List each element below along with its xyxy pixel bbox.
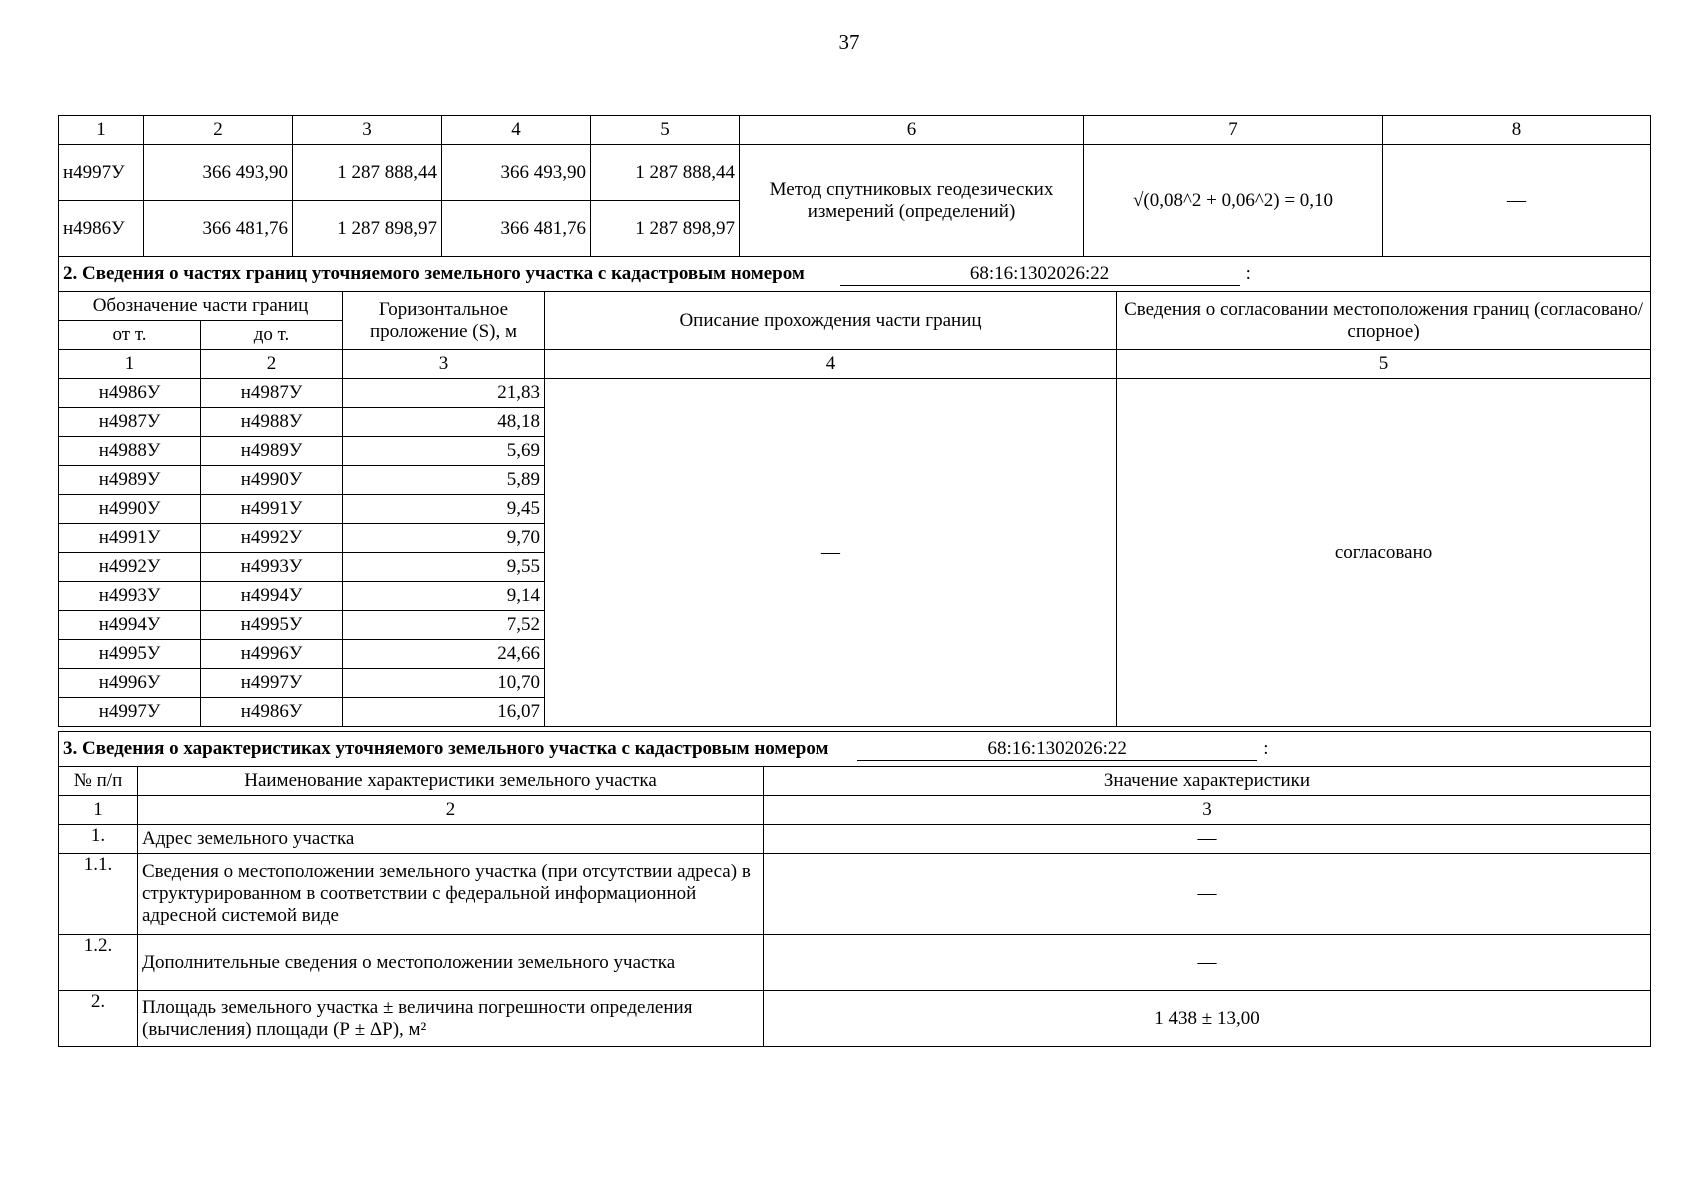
row-number: 1.2. (59, 935, 138, 991)
row-number: 1.1. (59, 854, 138, 935)
col-number: 2 (144, 116, 293, 145)
section3-title: 3. Сведения о характеристиках уточняемого земельного участка с кадастровым номером (63, 737, 829, 759)
length-value: 9,14 (343, 582, 545, 611)
header-description: Описание прохождения части границ (545, 292, 1117, 350)
section3-cadastral-number: 68:16:1302026:22 (857, 738, 1257, 761)
from-point: н4987У (59, 408, 201, 437)
header-name: Наименование характеристики земельного участка (138, 767, 764, 796)
page-number: 37 (838, 30, 860, 54)
to-point: н4988У (201, 408, 343, 437)
coord-x: 366 481,76 (144, 201, 293, 257)
coord-x: 366 493,90 (144, 145, 293, 201)
coord-y: 1 287 888,44 (591, 145, 740, 201)
header-num: № п/п (59, 767, 138, 796)
from-point: н4994У (59, 611, 201, 640)
from-point: н4991У (59, 524, 201, 553)
characteristic-value: — (764, 825, 1651, 854)
from-point: н4992У (59, 553, 201, 582)
to-point: н4997У (201, 669, 343, 698)
section2-title: 2. Сведения о частях границ уточняемого земельного участка с кадастровым номером (63, 262, 805, 284)
table-row (59, 935, 1651, 991)
accuracy-cell: √(0,08^2 + 0,06^2) = 0,10 (1084, 145, 1383, 257)
col-number: 2 (201, 350, 343, 379)
length-value: 21,83 (343, 379, 545, 408)
row-number: 1. (59, 825, 138, 854)
table-header-row (59, 767, 1651, 796)
coord-y: 1 287 888,44 (293, 145, 442, 201)
to-point: н4991У (201, 495, 343, 524)
table-header-row (59, 116, 1651, 145)
header-from: от т. (59, 321, 201, 350)
col-number: 7 (1084, 116, 1383, 145)
to-point: н4994У (201, 582, 343, 611)
from-point: н4997У (59, 698, 201, 727)
characteristic-name: Сведения о местоположении земельного участка (при отсутствии адреса) в структурированном в соответствии с федеральной информационной адресной системой виде (138, 854, 764, 935)
to-point: н4990У (201, 466, 343, 495)
from-point: н4989У (59, 466, 201, 495)
header-to: до т. (201, 321, 343, 350)
from-point: н4990У (59, 495, 201, 524)
header-length: Горизонтальное проложение (S), м (343, 292, 545, 350)
from-point: н4993У (59, 582, 201, 611)
from-point: н4986У (59, 379, 201, 408)
method-cell: Метод спутниковых геодезических измерений (определений) (740, 145, 1084, 257)
section2-title-row (59, 257, 1651, 292)
col-number: 3 (293, 116, 442, 145)
length-value: 16,07 (343, 698, 545, 727)
section3-colon: : (1263, 737, 1269, 759)
characteristic-name: Дополнительные сведения о местоположении земельного участка (138, 935, 764, 991)
col-number: 1 (59, 350, 201, 379)
length-value: 48,18 (343, 408, 545, 437)
point-name: н4997У (59, 145, 144, 201)
section3-title-row (59, 732, 1651, 767)
coordinates-table (58, 115, 1651, 257)
col-number: 3 (343, 350, 545, 379)
col-number: 4 (442, 116, 591, 145)
length-value: 5,89 (343, 466, 545, 495)
table-row (59, 854, 1651, 935)
to-point: н4992У (201, 524, 343, 553)
length-value: 9,45 (343, 495, 545, 524)
length-value: 9,55 (343, 553, 545, 582)
agreement-value: согласовано (1117, 379, 1651, 727)
characteristic-name: Площадь земельного участка ± величина погрешности определения (вычисления) площади (Р ± ΔР), м² (138, 991, 764, 1047)
col-number: 8 (1383, 116, 1651, 145)
from-point: н4988У (59, 437, 201, 466)
col-number: 4 (545, 350, 1117, 379)
col-number-row (59, 796, 1651, 825)
length-value: 9,70 (343, 524, 545, 553)
col-number-row (59, 350, 1651, 379)
coord-x: 366 481,76 (442, 201, 591, 257)
point-name: н4986У (59, 201, 144, 257)
coord-x: 366 493,90 (442, 145, 591, 201)
col-number: 6 (740, 116, 1084, 145)
col8-cell: — (1383, 145, 1651, 257)
row-number: 2. (59, 991, 138, 1047)
col-number: 1 (59, 116, 144, 145)
table-header-row (59, 292, 1651, 321)
table-row (59, 991, 1651, 1047)
col-number: 5 (591, 116, 740, 145)
table-row (59, 379, 1651, 408)
header-agreement: Сведения о согласовании местоположения границ (согласовано/спорное) (1117, 292, 1651, 350)
header-part: Обозначение части границ (59, 292, 343, 321)
boundary-parts-table (58, 256, 1651, 727)
to-point: н4989У (201, 437, 343, 466)
characteristic-value: 1 438 ± 13,00 (764, 991, 1651, 1047)
section2-colon: : (1245, 262, 1251, 284)
characteristics-table (58, 731, 1651, 1047)
to-point: н4995У (201, 611, 343, 640)
characteristic-value: — (764, 935, 1651, 991)
to-point: н4987У (201, 379, 343, 408)
col-number: 2 (138, 796, 764, 825)
to-point: н4993У (201, 553, 343, 582)
length-value: 24,66 (343, 640, 545, 669)
col-number: 3 (764, 796, 1651, 825)
to-point: н4986У (201, 698, 343, 727)
length-value: 7,52 (343, 611, 545, 640)
header-value: Значение характеристики (764, 767, 1651, 796)
from-point: н4995У (59, 640, 201, 669)
table-row (59, 825, 1651, 854)
col-number: 1 (59, 796, 138, 825)
from-point: н4996У (59, 669, 201, 698)
characteristic-name: Адрес земельного участка (138, 825, 764, 854)
description-value: — (545, 379, 1117, 727)
to-point: н4996У (201, 640, 343, 669)
table-row (59, 145, 1651, 201)
characteristic-value: — (764, 854, 1651, 935)
coord-y: 1 287 898,97 (591, 201, 740, 257)
section2-cadastral-number: 68:16:1302026:22 (840, 263, 1240, 286)
coord-y: 1 287 898,97 (293, 201, 442, 257)
col-number: 5 (1117, 350, 1651, 379)
length-value: 5,69 (343, 437, 545, 466)
length-value: 10,70 (343, 669, 545, 698)
